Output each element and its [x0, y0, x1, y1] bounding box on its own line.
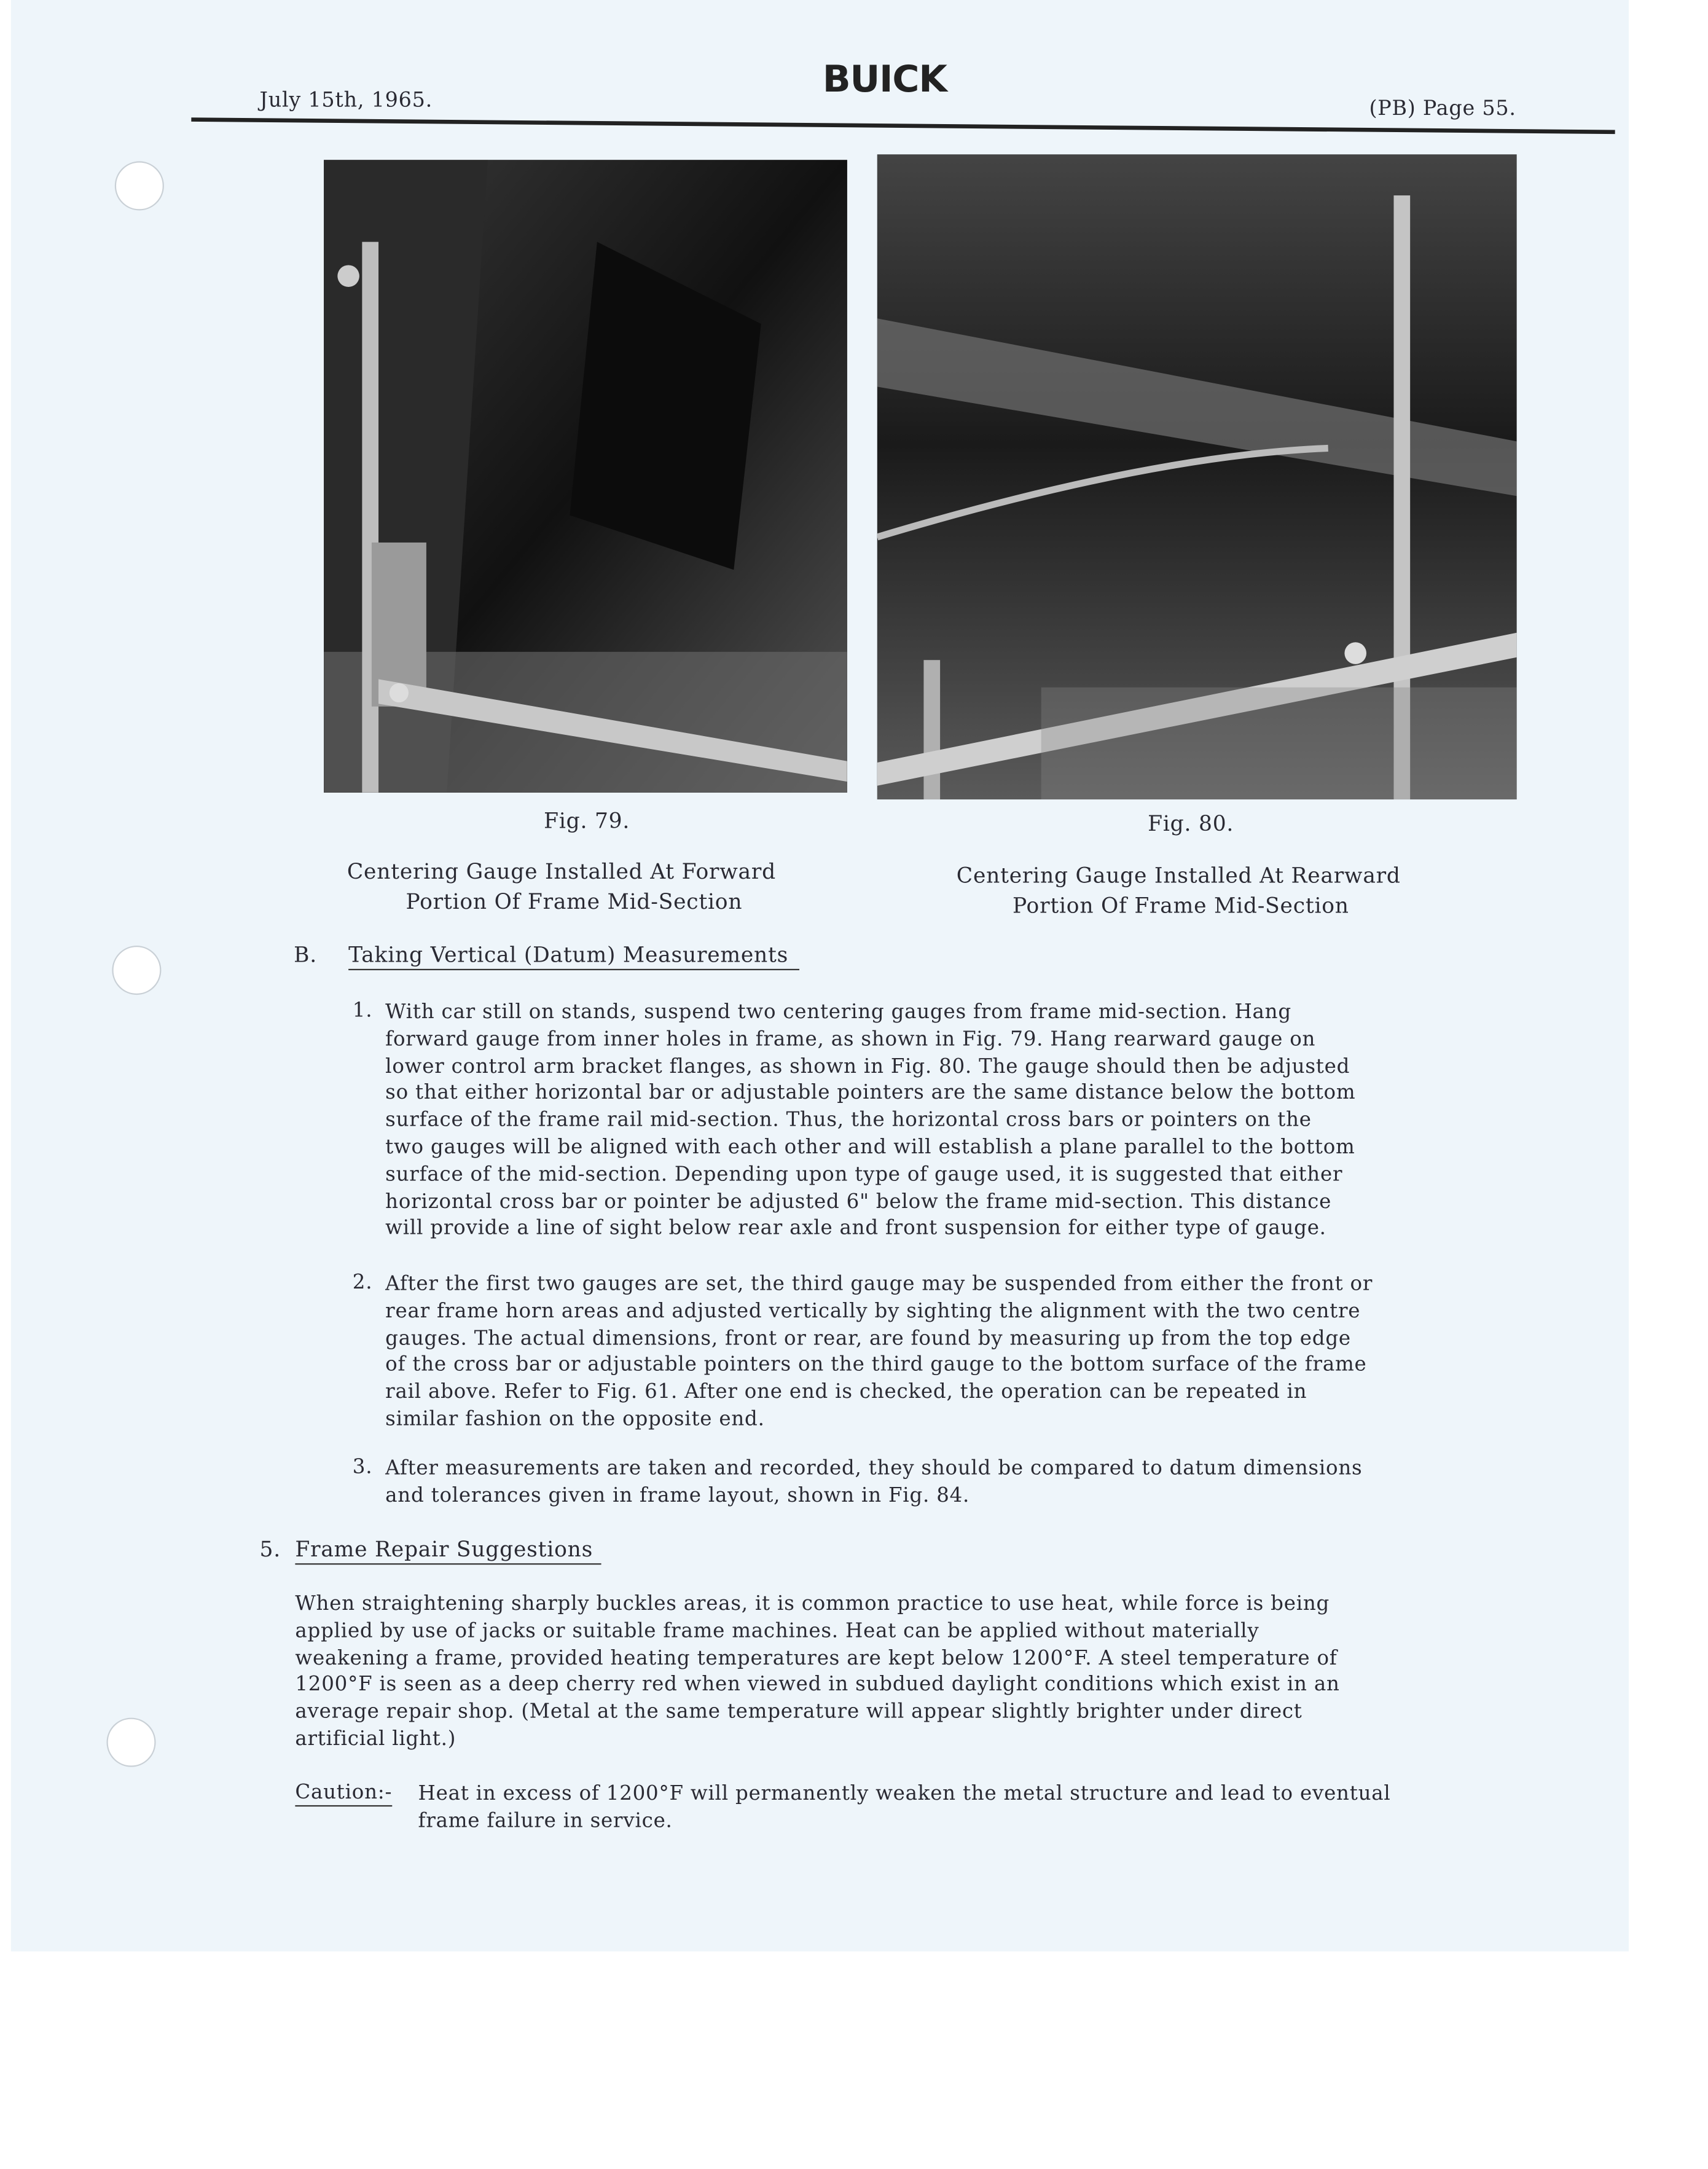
section-b-letter: B. — [294, 943, 318, 968]
header-date: July 15th, 1965. — [259, 87, 433, 112]
text-line: forward gauge from inner holes in frame, as shown in Fig. 79. Hang rearward gauge on — [385, 1027, 1316, 1051]
text-line: and tolerances given in frame layout, shown in Fig. 84. — [385, 1483, 970, 1507]
header-page-number: (PB) Page 55. — [1369, 95, 1516, 120]
text-line: 1200°F is seen as a deep cherry red when viewed in subdued daylight conditions which exist in an — [295, 1673, 1340, 1696]
text-line: lower control arm bracket flanges, as shown in Fig. 80. The gauge should then be adjusted — [385, 1054, 1350, 1078]
punch-hole — [106, 1718, 155, 1767]
punch-hole — [112, 946, 161, 995]
text-line: With car still on stands, suspend two centering gauges from frame mid-section. Hang — [385, 1000, 1291, 1024]
punch-hole — [115, 161, 164, 210]
text-line: will provide a line of sight below rear axle and front suspension for either type of gauge. — [385, 1217, 1326, 1241]
item-number: 3. — [352, 1455, 373, 1479]
section-5-title: Frame Repair Suggestions — [295, 1537, 601, 1564]
section-5-number: 5. — [259, 1537, 281, 1563]
figure-80-caption-line: Centering Gauge Installed At Rearward — [956, 863, 1401, 888]
figure-79-label: Fig. 79. — [544, 809, 630, 834]
figure-79-caption-line: Portion Of Frame Mid-Section — [405, 889, 743, 914]
item-number: 2. — [352, 1271, 373, 1295]
figure-80-photo — [877, 154, 1517, 799]
figure-80-caption-line: Portion Of Frame Mid-Section — [1012, 893, 1349, 919]
text-line: horizontal cross bar or pointer be adjusted 6" below the frame mid-section. This distance — [385, 1190, 1332, 1213]
text-line: so that either horizontal bar or adjustable pointers are the same distance below the bottom — [385, 1081, 1356, 1105]
item-2-paragraph — [385, 1271, 1373, 1433]
item-1-paragraph — [385, 999, 1355, 1242]
caution-paragraph — [418, 1781, 1391, 1835]
text-line: average repair shop. (Metal at the same temperature will appear slightly brighter under direct — [295, 1700, 1303, 1724]
text-line: similar fashion on the opposite end. — [385, 1407, 765, 1431]
item-number: 1. — [352, 998, 373, 1022]
caution-label: Caution:- — [295, 1781, 392, 1806]
brand-logo: BUICK — [822, 58, 947, 101]
text-line: surface of the frame rail mid-section. Thus, the horizontal cross bars or pointers on the — [385, 1108, 1312, 1132]
text-line: When straightening sharply buckles areas, it is common practice to use heat, while force is being — [295, 1591, 1330, 1615]
text-line: rail above. Refer to Fig. 61. After one end is checked, the operation can be repeated in — [385, 1380, 1307, 1404]
text-line: artificial light.) — [295, 1727, 456, 1751]
text-line: gauges. The actual dimensions, front or rear, are found by measuring up from the top edge — [385, 1326, 1351, 1350]
text-line: applied by use of jacks or suitable frame machines. Heat can be applied without materially — [295, 1618, 1259, 1642]
text-line: After the first two gauges are set, the third gauge may be suspended from either the front or — [385, 1272, 1373, 1296]
figure-80-label: Fig. 80. — [1148, 812, 1234, 837]
text-line: Heat in excess of 1200°F will permanently weaken the metal structure and lead to eventual — [418, 1782, 1391, 1805]
section-b-title: Taking Vertical (Datum) Measurements — [348, 943, 799, 970]
text-line: of the cross bar or adjustable pointers on the third gauge to the bottom surface of the frame — [385, 1353, 1367, 1377]
text-line: weakening a frame, provided heating temperatures are kept below 1200°F. A steel temperature of — [295, 1646, 1338, 1669]
section-5-paragraph — [295, 1591, 1339, 1753]
figure-79-photo — [324, 160, 847, 793]
text-line: rear frame horn areas and adjusted vertically by sighting the alignment with the two centre — [385, 1299, 1361, 1323]
text-line: frame failure in service. — [418, 1809, 673, 1832]
text-line: two gauges will be aligned with each other and will establish a plane parallel to the bottom — [385, 1135, 1355, 1159]
text-line: After measurements are taken and recorded, they should be compared to datum dimensions — [385, 1456, 1363, 1480]
text-line: surface of the mid-section. Depending upon type of gauge used, it is suggested that either — [385, 1163, 1343, 1186]
item-3-paragraph — [385, 1456, 1362, 1510]
figure-79-caption-line: Centering Gauge Installed At Forward — [347, 859, 776, 884]
